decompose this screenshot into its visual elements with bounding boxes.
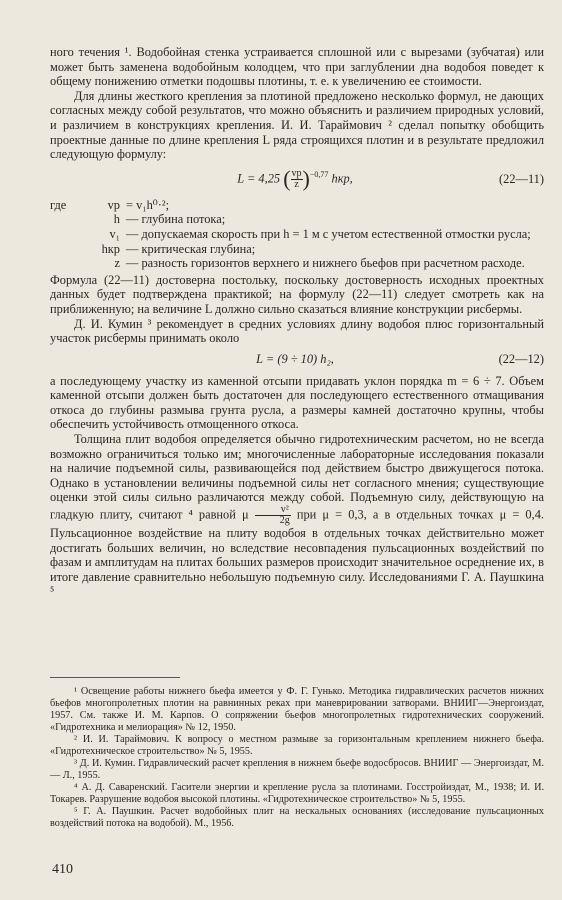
paragraph-3: Формула (22—11) достоверна постольку, поскольку достоверность исходных проектных данных будет подтверждена практикой; на формулу (22—11) следует смотреть как на приближенную; на величине L должно сильно сказаться влияние конструкции рисбермы. (50, 272, 544, 316)
definition-lead: где (50, 197, 67, 212)
definition-text: — разность горизонтов верхнего и нижнего бьефов при расчетном расходе. (126, 256, 525, 271)
formula-22-11-expression: L = 4,25 ( $\frac{vр}{z}$ )$^{-0,77}$ hкр, (237, 166, 353, 192)
definition-text: — допускаемая скорость при h = 1 м с учетом естественной отмостки русла; (126, 226, 531, 241)
paragraph-1: ного течения ¹. Водобойная стенка устраивается сплошной или с вырезами (зубчатая) или может быть заменена водобойным колодцем, что при заглублении дна водобоя поведет к общему понижению отметки подошвы плотины, т. е. к увеличению ее стоимости. (50, 45, 544, 89)
formula-lhs: L = 4,25 (237, 171, 281, 186)
variable-definitions (50, 198, 544, 271)
definition-row (50, 212, 544, 227)
definition-symbol: z (114, 256, 120, 271)
inline-fraction-denominator: 2g (279, 515, 290, 527)
page-number: 410 (52, 862, 73, 877)
footnote: ² И. И. Тараймович. К вопросу о местном размыве за горизонтальным креплением нижнего бьефа. «Гидротехническое строительство» № 5, 1955. (50, 734, 544, 757)
inline-fraction-numerator: v² (255, 505, 291, 516)
paragraph-6-end: при μ = 0,3, а в отдельных точках μ = 0,4. Пульсационное воздействие на плиту водобоя в отдельных точках действительно может достигать больших величин, но вследствие несовпадения пульсационных воздействий по фазам и амплитудам на плитах больших размеров происходит значительное осреднение их, в итоге давление сравнительно небольшую подъемную силу. Исследованиями Г. А. Паушкина ⁵ (50, 507, 544, 599)
formula-fraction (291, 169, 303, 190)
definition-symbol: v₁ (109, 226, 120, 241)
definition-row (50, 198, 544, 213)
definition-symbol: hкр (101, 241, 120, 256)
formula-22-11-number: (22—11) (499, 172, 544, 187)
formula-22-12-number: (22—12) (498, 352, 544, 367)
formula-22-11 (50, 165, 544, 195)
definition-text: = v₁h⁰·²; (126, 197, 170, 212)
definition-lead (50, 212, 90, 227)
footnote: ⁵ Г. А. Паушкин. Расчет водобойных плит на нескальных основаниях (исследование пульсационных воздействий потока на водобой). М., 1956. (50, 806, 544, 829)
formula-22-12-expression: L = (9 ÷ 10) h₂, (256, 352, 334, 367)
main-text (50, 45, 544, 599)
fraction-numerator: vр (291, 168, 302, 180)
definition-row (50, 256, 544, 271)
formula-22-12 (50, 349, 544, 371)
paragraph-4: Д. И. Кумин ³ рекомендует в средних условиях длину водобоя плюс горизонтальный участок рисбермы принимать около (50, 316, 544, 346)
formula-tail: hкр, (331, 171, 353, 186)
definition-symbol: h (113, 212, 120, 227)
paragraph-6-start: Толщина плит водобоя определяется обычно гидротехническим расчетом, но не всегда возможно ограничиться только им; многочисленные лабораторные исследования показали на наличие подъемной силы, развивающейся под действием быстро движущегося потока. Однако в установлении величины подъемной силы нет согласного мнения; существующие оценки этой силы сильно различаются между собой. Подъемную силу, действующую на гладкую плиту, считают ⁴ равной μ (50, 432, 544, 522)
fraction-denominator: z (294, 179, 299, 191)
definition-symbol: vр (107, 197, 120, 212)
footnotes (50, 686, 544, 830)
definition-row (50, 242, 544, 257)
inline-fraction (255, 505, 291, 526)
definition-row (50, 227, 544, 242)
definition-text: — критическая глубина; (126, 241, 256, 256)
footnote: ⁴ А. Д. Саваренский. Гасители энергии и крепление русла за плотинами. Госстройиздат, М., 1938; И. И. Токарев. Разрушение водобоя высокой плотины. «Гидротехническое строительство» № 5, 1955. (50, 782, 544, 805)
footnote-divider (50, 677, 180, 678)
paragraph-2: Для длины жесткого крепления за плотиной предложено несколько формул, не дающих согласных между собой результатов, что можно объяснить и различием природных условий, и различием в конструкциях крепления. И. И. Тараймович ² сделал попытку обобщить проектные данные по длине крепления L ряда строящихся плотин и в результате предложил следующую формулу: (50, 88, 544, 162)
definition-lead (50, 256, 90, 271)
formula-exponent: −0,77 (309, 170, 329, 180)
definition-lead (50, 242, 90, 257)
footnote: ¹ Освещение работы нижнего бьефа имеется у Ф. Г. Гунько. Методика гидравлических расчетов нижних бьефов многопролетных плотин на равнинных реках при маневрировании затворами. ВНИИГ—Энергоиздат, 1957. См. также И. М. Карпов. О сопряжении бьефов многопролетных гидротехнических сооружений. «Гидротехника и мелиорация» № 12, 1950. (50, 686, 544, 733)
footnote: ³ Д. И. Кумин. Гидравлический расчет крепления в нижнем бьефе водосбросов. ВНИИГ — Энергоиздат, М. — Л., 1955. (50, 758, 544, 781)
paragraph-6 (50, 432, 544, 599)
paragraph-5: а последующему участку из каменной отсыпи придавать уклон порядка m = 6 ÷ 7. Объем каменной отсыпи должен быть достаточен для последующего естественного отмащивания откоса до глубины размыва грунта русла, а размеры камней достаточно крупны, чтобы обеспечить устойчивость отмощенного откоса. (50, 373, 544, 432)
definition-text: — глубина потока; (126, 212, 226, 227)
definition-lead (50, 227, 90, 242)
